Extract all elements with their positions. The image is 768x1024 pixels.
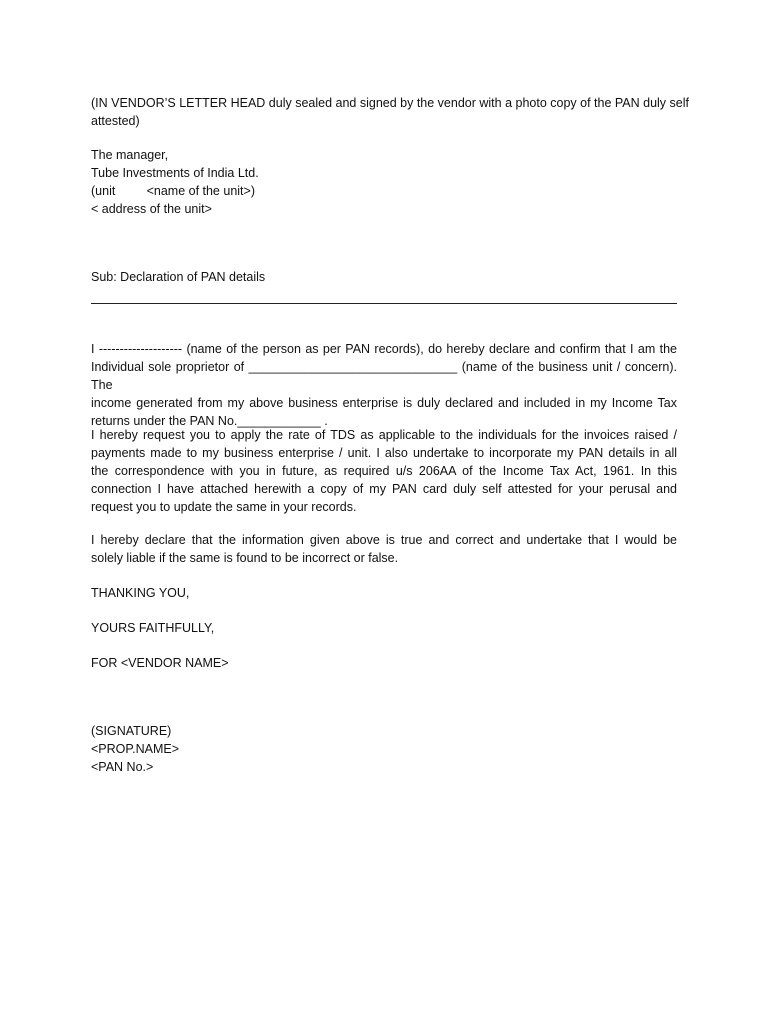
addressee-address: < address of the unit> xyxy=(91,202,212,216)
subject-line xyxy=(91,268,677,286)
text-line: request you to update the same in your records. xyxy=(91,500,357,514)
text-line: income generated from my above business enterprise is duly declared and included in my Income Tax xyxy=(91,396,677,410)
text-line: I hereby declare that the information given above is true and correct and undertake that I would be xyxy=(91,533,677,547)
yours-faithfully-text: YOURS FAITHFULLY, xyxy=(91,621,215,635)
text-line: Individual sole proprietor of ______________________________ (name of the business unit / concern). The xyxy=(91,360,677,392)
thanking-text: THANKING YOU, xyxy=(91,586,190,600)
text-line: I hereby request you to apply the rate of TDS as applicable to the individuals for the invoices raised / xyxy=(91,428,677,442)
text-line: I -------------------- (name of the person as per PAN records), do hereby declare and confirm that I am the xyxy=(91,342,677,356)
text-line: the correspondence with you in future, as required u/s 206AA of the Income Tax Act, 1961. In this xyxy=(91,464,677,478)
addressee-company: Tube Investments of India Ltd. xyxy=(91,166,259,180)
subject-divider xyxy=(91,303,677,304)
text-line: (IN VENDOR’S LETTER HEAD duly sealed and signed by the vendor with a photo copy of the PAN duly self xyxy=(91,96,689,110)
body-paragraph-3 xyxy=(91,531,677,567)
closing-yours-faithfully xyxy=(91,619,677,637)
text-line: returns under the PAN No.____________ . xyxy=(91,414,328,428)
closing-for-vendor xyxy=(91,654,677,672)
addressee-block xyxy=(91,146,677,218)
text-line: connection I have attached herewith a copy of my PAN card duly self attested for your perusal and xyxy=(91,482,677,496)
text-line: attested) xyxy=(91,114,140,128)
closing-thanking xyxy=(91,584,677,602)
subject-text: Sub: Declaration of PAN details xyxy=(91,270,266,284)
for-vendor-text: FOR <VENDOR NAME> xyxy=(91,656,229,670)
signature-placeholder: (SIGNATURE) xyxy=(91,724,172,738)
body-paragraph-1 xyxy=(91,340,677,430)
letterhead-instruction xyxy=(91,94,689,130)
addressee-unit: (unit <name of the unit>) xyxy=(91,184,255,198)
proprietor-name-placeholder: <PROP.NAME> xyxy=(91,742,180,756)
text-line: payments made to my business enterprise / unit. I also undertake to incorporate my PAN details in all xyxy=(91,446,677,460)
signature-block xyxy=(91,722,677,776)
addressee-title: The manager, xyxy=(91,148,169,162)
body-paragraph-2 xyxy=(91,426,677,516)
text-line: solely liable if the same is found to be incorrect or false. xyxy=(91,551,399,565)
pan-number-placeholder: <PAN No.> xyxy=(91,760,154,774)
